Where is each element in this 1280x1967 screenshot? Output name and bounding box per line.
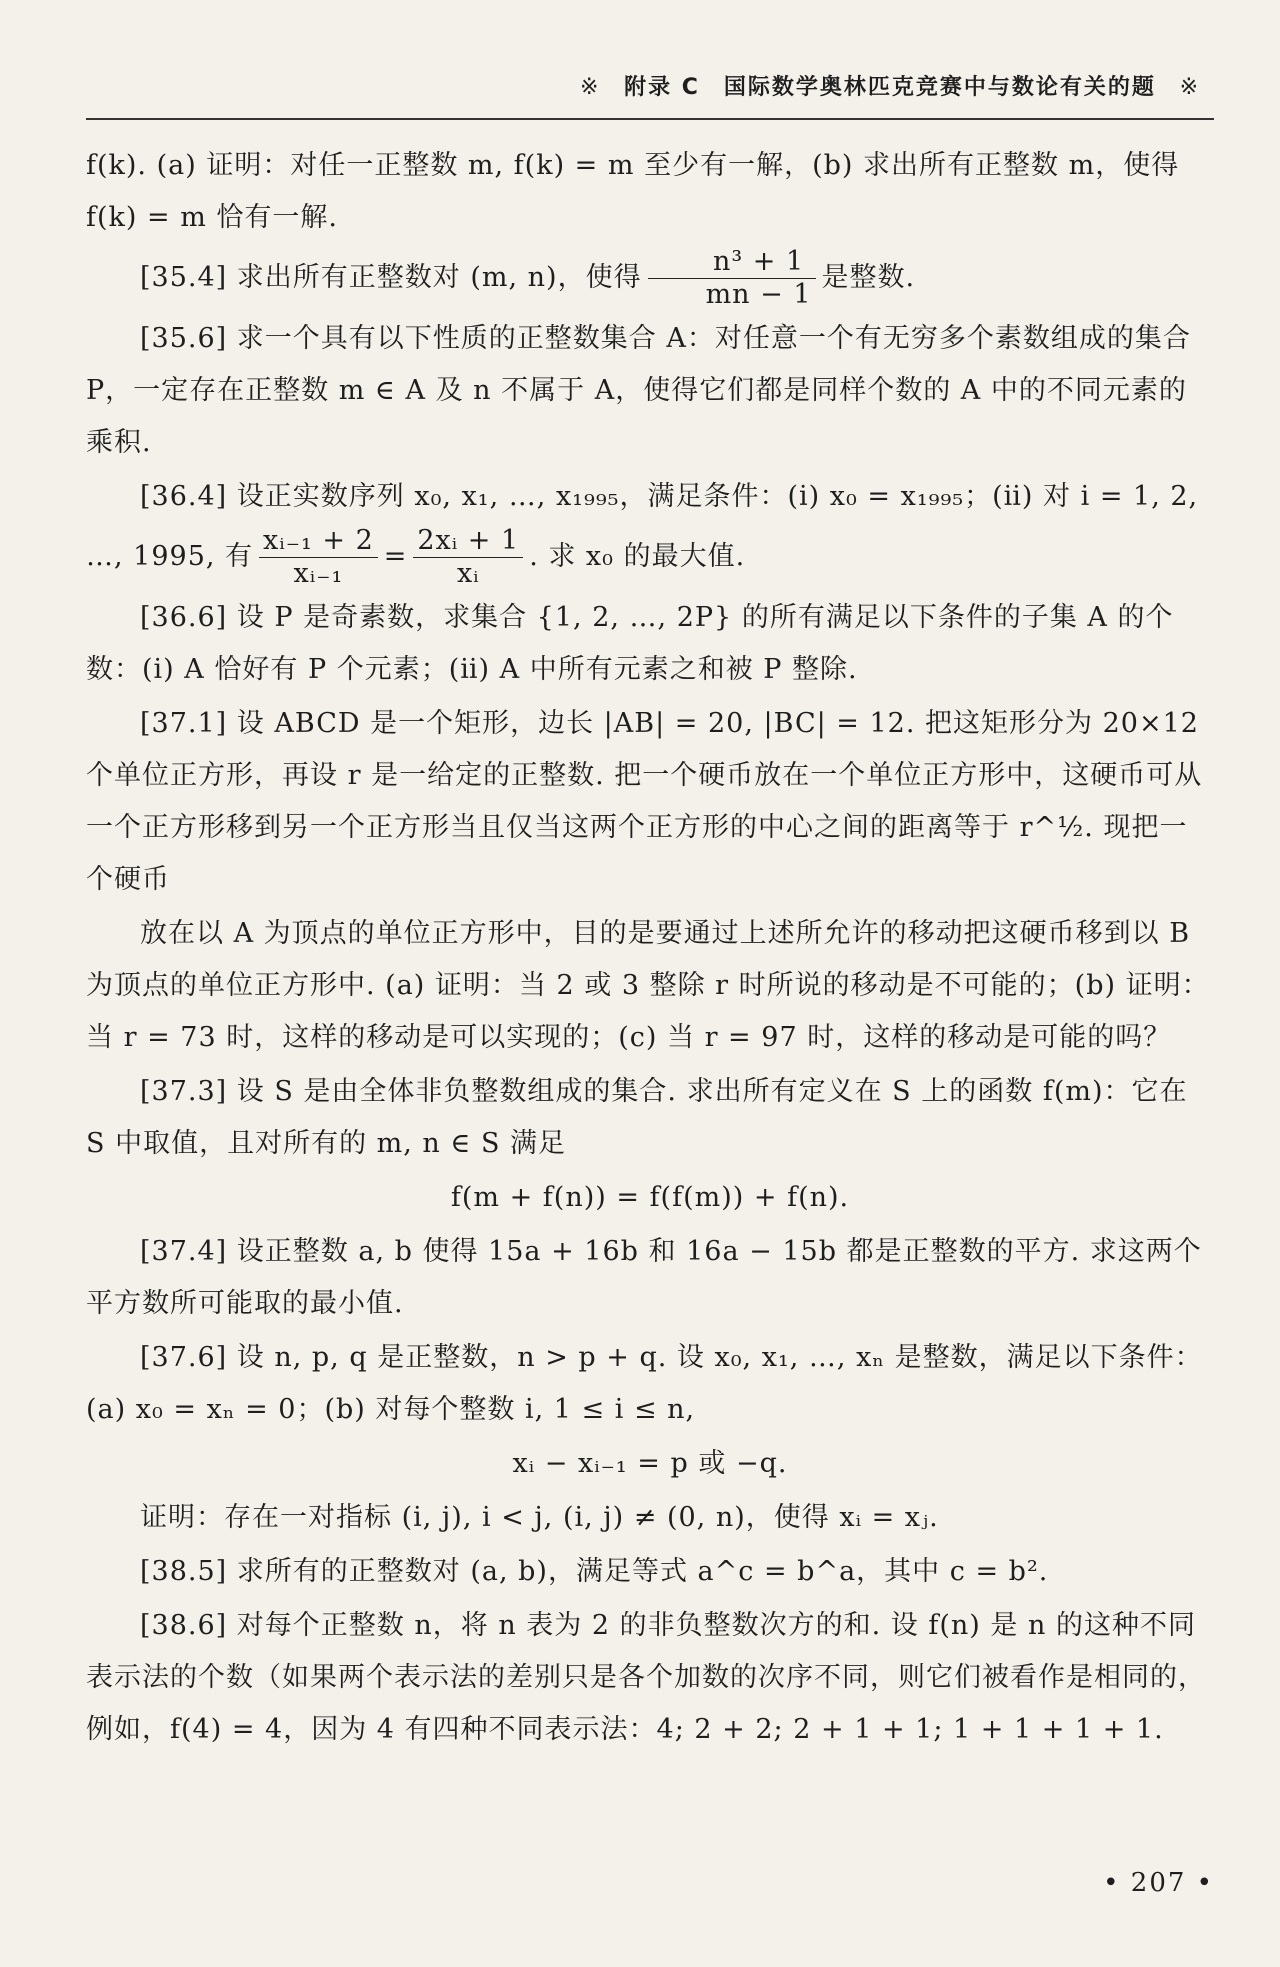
paragraph: f(k). (a) 证明：对任一正整数 m, f(k) = m 至少有一解，(b) 求出所有正整数 m，使得 f(k) = m 恰有一解. (86, 150, 1180, 233)
fraction: $\frac{\text{n³ + 1}}{mn - 1}$ (648, 246, 816, 311)
problem-37-6: [37.6] 设 n, p, q 是正整数，n > p + q. 设 x₀, x₁, …, xₙ 是整数，满足以下条件：(a) x₀ = xₙ = 0；(b) 对每个整数 i, 1 ≤ i ≤ n, (86, 1342, 1203, 1425)
running-header-title: 附录 C 国际数学奥林匹克竞赛中与数论有关的题 (624, 75, 1156, 100)
star-left-icon: ※ (579, 75, 601, 100)
page-number: • 207 • (1103, 1868, 1214, 1898)
problem-36-4: [36.4] 设正实数序列 x₀, x₁, …, x₁₉₉₅，满足条件：(ⅰ) x₀ = x₁₉₉₅；(ⅱ) 对 i = 1, 2, (140, 481, 1199, 512)
equation: f(m + f(n)) = f(f(m)) + f(n). (450, 1182, 850, 1213)
problem-37-3: [37.3] 设 S 是由全体非负整数组成的集合. 求出所有定义在 S 上的函数 f(m)：它在 S 中取值，且对所有的 m, n ∈ S 满足 (86, 1076, 1188, 1159)
equation: xᵢ − xᵢ₋₁ = p 或 −q. (512, 1448, 788, 1479)
problem-35-4: [35.4] 求出所有正整数对 (m, n)，使得 $\frac{\text{n³ + 1}}{mn - 1}$ 是整数. (140, 246, 916, 310)
proof-statement: 证明：存在一对指标 (i, j), i < j, (i, j) ≠ (0, n)，使得 xᵢ = xⱼ. (140, 1502, 939, 1533)
star-right-icon: ※ (1179, 75, 1200, 100)
problem-36-6: [36.6] 设 P 是奇素数，求集合 {1, 2, …, 2P} 的所有满足以下条件的子集 A 的个数：(ⅰ) A 恰好有 P 个元素；(ⅱ) A 中所有元素之和被 P 整除. (86, 602, 1174, 685)
running-header (86, 70, 1214, 114)
problem-38-6: [38.6] 对每个正整数 n，将 n 表为 2 的非负整数次方的和. 设 f(n) 是 n 的这种不同表示法的个数（如果两个表示法的差别只是各个加数的次序不同，则它们被看作是相同的，例如，f(4) = 4，因为 4 有四种不同表示法：4; 2 + 2; 2 + 1 + 1; 1 + 1 + 1 + 1. (86, 1610, 1206, 1745)
problem-37-1: [37.1] 设 ABCD 是一个矩形，边长 |AB| = 20, |BC| = 12. 把这矩形分为 20×12 个单位正方形，再设 r 是一给定的正整数. 把一个硬币放在一个单位正方形中，这硬币可从一个正方形移到另一个正方形当且仅当这两个正方形的中心之间的距离等于 r^½. 现把一个硬币 (86, 708, 1203, 895)
problem-37-4: [37.4] 设正整数 a, b 使得 15a + 16b 和 16a − 15b 都是正整数的平方. 求这两个平方数所可能取的最小值. (86, 1236, 1202, 1319)
problem-37-1-cont: 放在以 A 为顶点的单位正方形中，目的是要通过上述所允许的移动把这硬币移到以 B 为顶点的单位正方形中. (a) 证明：当 2 或 3 整除 r 时所说的移动是不可能的；(b) 证明：当 r = 73 时，这样的移动是可以实现的；(c) 当 r = 97 时，这样的移动是可能的吗？ (86, 918, 1210, 1053)
problem-36-4-cont: …, 1995, 有 $\frac{\text{xᵢ₋₁ + 2}}{\text{xᵢ₋₁}}$ = $\frac{\text{2xᵢ + 1}}{\text{xᵢ}}$ . 求 x₀ 的最大值. (86, 525, 746, 589)
header-rule (86, 118, 1214, 120)
fraction-left: $\frac{\text{xᵢ₋₁ + 2}}{\text{xᵢ₋₁}}$ (259, 525, 378, 590)
problem-35-6: [35.6] 求一个具有以下性质的正整数集合 A：对任意一个有无穷多个素数组成的集合 P，一定存在正整数 m ∈ A 及 n 不属于 A，使得它们都是同样个数的 A 中的不同元素的乘积. (86, 323, 1191, 458)
page-body (86, 140, 1214, 1758)
fraction-right: $\frac{\text{2xᵢ + 1}}{\text{xᵢ}}$ (413, 525, 523, 590)
problem-38-5: [38.5] 求所有的正整数对 (a, b)，满足等式 a^c = b^a，其中 c = b². (140, 1556, 1049, 1587)
